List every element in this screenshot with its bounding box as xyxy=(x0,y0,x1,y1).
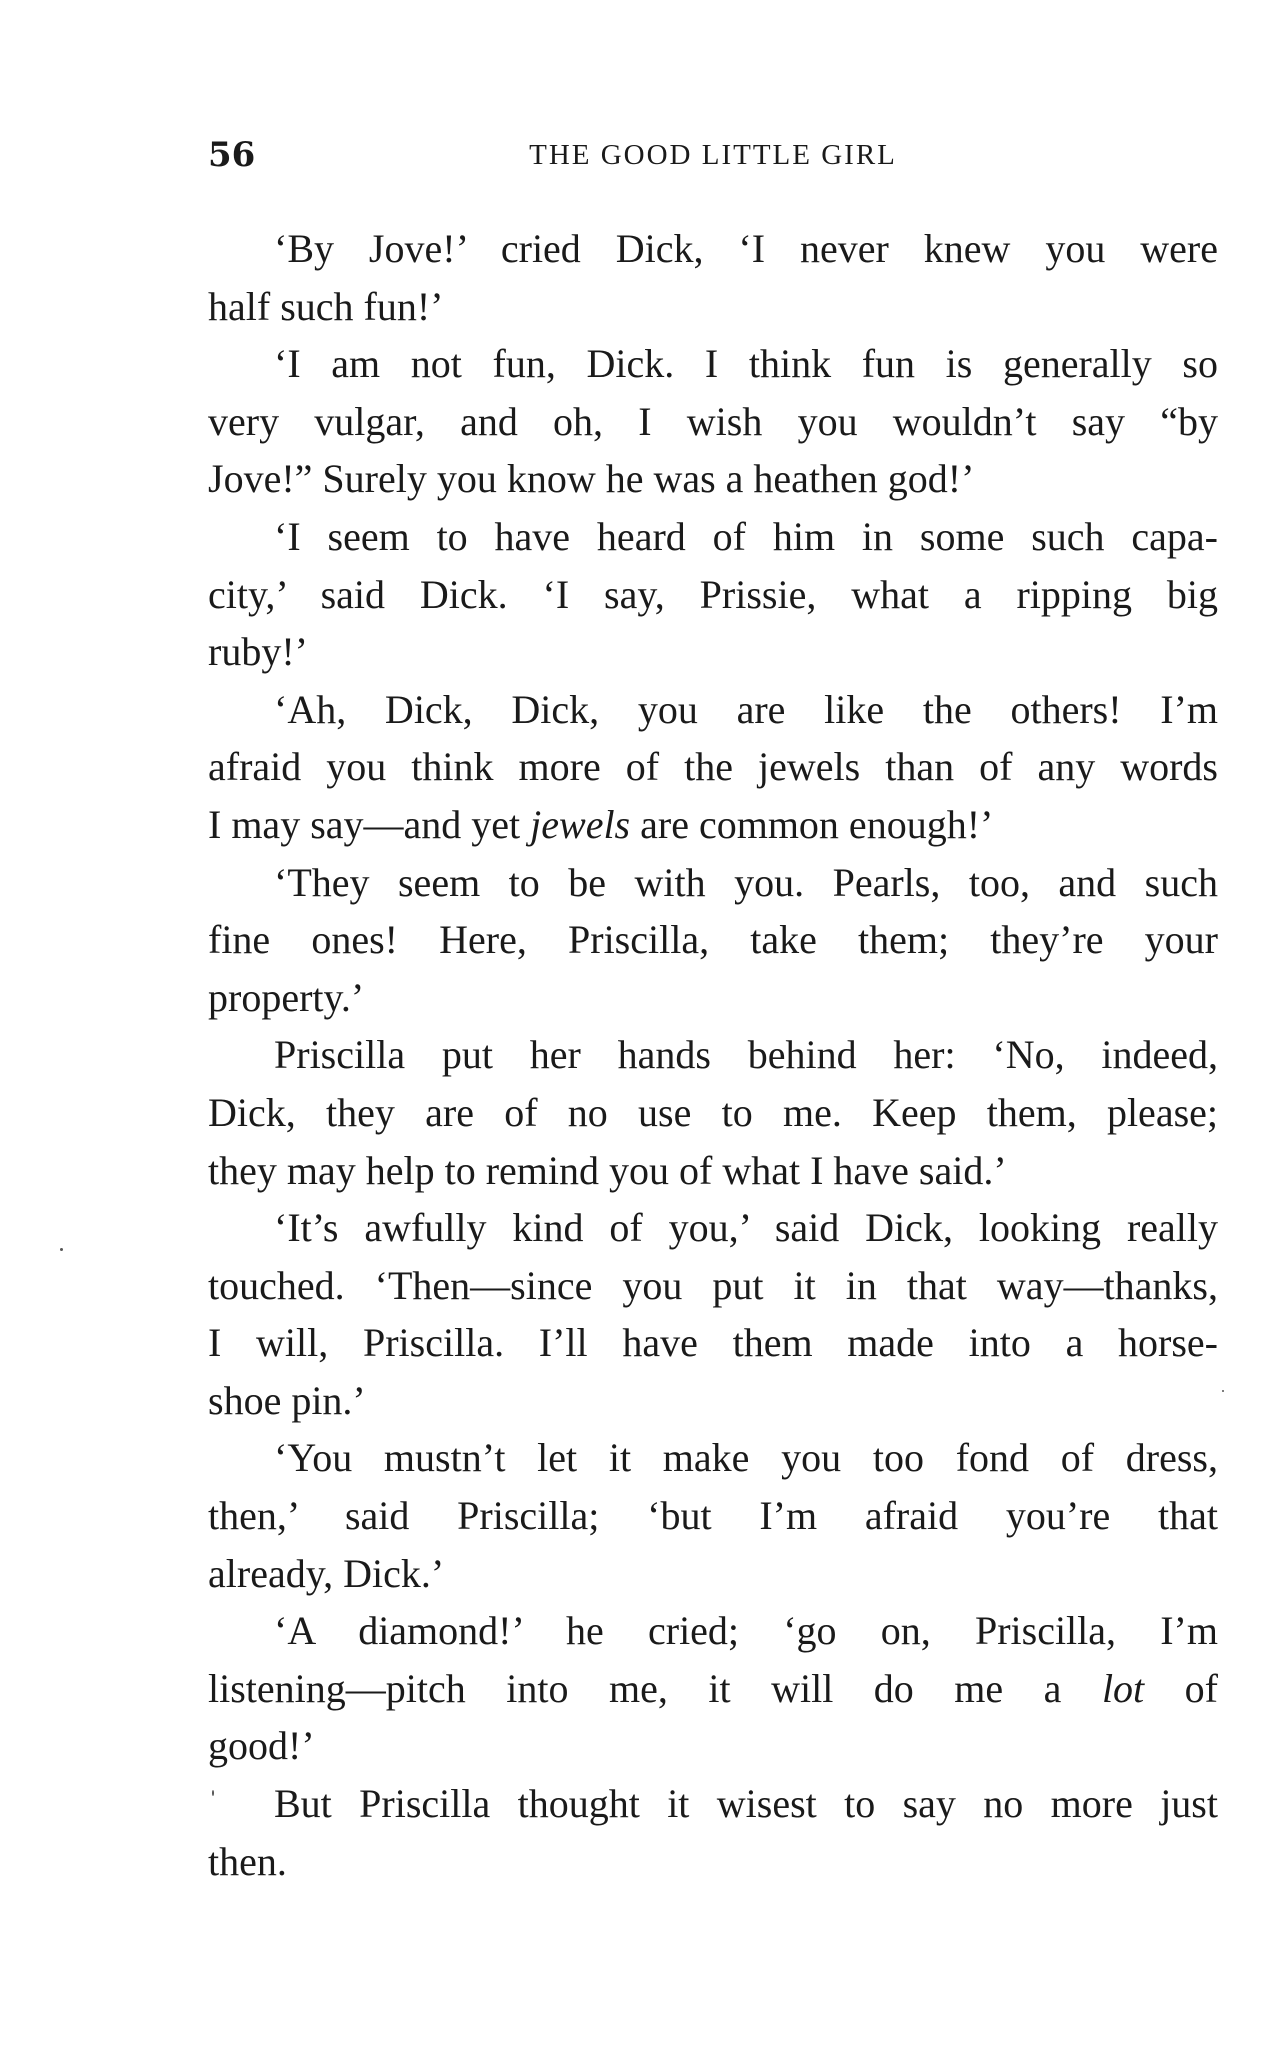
text-line: ‘Ah, Dick, Dick, you are like the others! I’m xyxy=(274,686,1218,732)
text-line: they may help to remind you of what I have said.’ xyxy=(208,1147,1007,1193)
text-line: shoe pin.’ xyxy=(208,1377,366,1423)
text-line: I will, Priscilla. I’ll have them made into a horse- xyxy=(208,1320,1218,1366)
text-line xyxy=(208,1660,1218,1718)
text-line: then,’ said Priscilla; ‘but I’m afraid you’re that xyxy=(208,1493,1218,1539)
text-line: ‘It’s awfully kind of you,’ said Dick, looking really xyxy=(274,1205,1218,1251)
text-line: ‘I seem to have heard of him in some such capa- xyxy=(274,513,1218,559)
text-line: Dick, they are of no use to me. Keep them, please; xyxy=(208,1089,1218,1135)
text-line: already, Dick.’ xyxy=(208,1550,445,1596)
text-run: of xyxy=(1144,1665,1218,1711)
text-line xyxy=(208,796,1218,854)
text-line: ‘They seem to be with you. Pearls, too, and such xyxy=(274,859,1218,905)
text-line: Priscilla put her hands behind her: ‘No, indeed, xyxy=(274,1032,1218,1078)
text-line: ruby!’ xyxy=(208,629,308,675)
text-line: city,’ said Dick. ‘I say, Prissie, what a ripping big xyxy=(208,571,1218,617)
text-line: half such fun!’ xyxy=(208,283,444,329)
scan-speck xyxy=(60,1248,63,1251)
text-run: are common enough!’ xyxy=(630,801,994,847)
text-run: I may say—and yet xyxy=(208,801,531,847)
italic-word: jewels xyxy=(530,801,631,847)
text-line: then. xyxy=(208,1838,287,1884)
text-line: ‘You mustn’t let it make you too fond of dress, xyxy=(274,1435,1218,1481)
page-number: 56 xyxy=(208,135,256,175)
text-line: property.’ xyxy=(208,974,365,1020)
body-text xyxy=(208,220,1218,1890)
page-header xyxy=(208,135,1218,185)
text-line: ‘A diamond!’ he cried; ‘go on, Priscilla, I’m xyxy=(274,1608,1218,1654)
text-line: fine ones! Here, Priscilla, take them; they’re your xyxy=(208,917,1218,963)
text-line: touched. ‘Then—since you put it in that way—thanks, xyxy=(208,1262,1218,1308)
scan-speck xyxy=(212,1790,214,1796)
text-line: Jove!” Surely you know he was a heathen god!’ xyxy=(208,456,975,502)
scan-speck xyxy=(1222,1390,1224,1392)
text-line: ‘By Jove!’ cried Dick, ‘I never knew you were xyxy=(274,226,1218,271)
text-line: afraid you think more of the jewels than of any words xyxy=(208,744,1218,790)
italic-word: lot xyxy=(1101,1665,1145,1711)
text-run: listening—pitch into me, it will do me a xyxy=(208,1665,1102,1711)
text-line: very vulgar, and oh, I wish you wouldn’t say “by xyxy=(208,398,1218,444)
text-line: good!’ xyxy=(208,1723,315,1769)
text-line: But Priscilla thought it wisest to say no more just xyxy=(274,1781,1218,1827)
text-line: ‘I am not fun, Dick. I think fun is generally so xyxy=(274,341,1218,387)
running-title: THE GOOD LITTLE GIRL xyxy=(529,139,897,171)
